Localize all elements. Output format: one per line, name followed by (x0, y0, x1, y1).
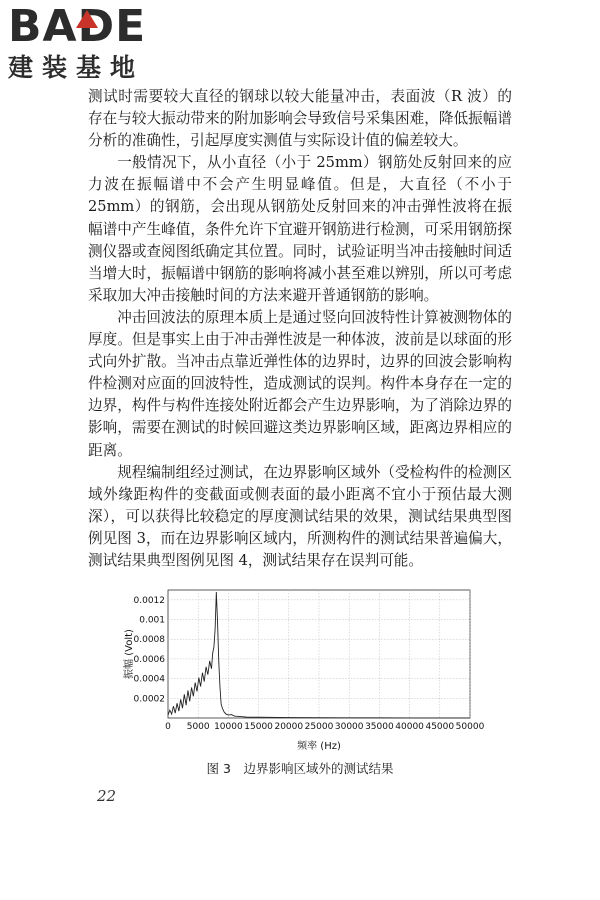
brand-logo (8, 1, 183, 86)
x-tick-label: 45000 (425, 722, 455, 732)
logo-chinese-text: 建装基地 (8, 53, 145, 82)
paragraph: 一般情况下，从小直径（小于 25mm）钢筋处反射回来的应力波在振幅谱中不会产生明显峰值。但是，大直径（不小于 25mm）的钢筋，会出现从钢筋处反射回来的冲击弹性波将在振幅谱中产生峰值，条件允许下宜避开钢筋进行检测，可采用钢筋探测仪器或查阅图纸确定其位置。同时，试验证明当冲击接触时间适当增大时，振幅谱中钢筋的影响将减小甚至难以辨别，所以可考虑采取加大冲击接触时间的方法来避开普通钢筋的影响。 (88, 154, 512, 304)
paragraph: 测试时需要较大直径的钢球以较大能量冲击，表面波（R 波）的存在与较大振动带来的附加影响会导致信号采集困难，降低振幅谱分析的准确性，引起厚度实测值与实际设计值的偏差较大。 (88, 88, 512, 150)
y-tick-label: 0.0006 (133, 654, 165, 665)
page-number: 22 (97, 787, 117, 805)
grid-lines (168, 590, 470, 718)
logo-brand-text: BADE (8, 1, 147, 52)
x-tick-label: 10000 (214, 722, 243, 732)
paragraph: 冲击回波法的原理本质上是通过竖向回波特性计算被测物体的厚度。但是事实上由于冲击弹性波是一种体波，波前是以球面的形式向外扩散。当冲击点靠近弹性体的边界时，边界的回波会影响构件检测对应面的回波特性，造成测试的误判。构件本身存在一定的边界，构件与构件连接处附近都会产生边界影响，为了消除边界的影响，需要在测试的时候回避这类边界影响区域，距离边界相应的距离。 (88, 308, 512, 459)
x-tick-label: 30000 (334, 722, 364, 732)
x-tick-label: 15000 (244, 722, 273, 732)
x-tick-label: 5000 (186, 722, 210, 732)
paragraph: 规程编制组经过测试，在边界影响区域外（受检构件的检测区域外缘距构件的变截面或侧表面的最小距离不宜小于预估最大测深），可以获得比较稳定的厚度测试结果的效果，测试结果典型图例见图 3，而在边界影响区域内，所测构件的测试结果普遍偏大，测试结果典型图例见图 4，测试结果存在误判可能。 (88, 463, 512, 569)
x-tick-label: 25000 (304, 722, 334, 732)
x-tick-label: 0 (165, 722, 171, 732)
figure-caption: 图 3 边界影响区域外的测试结果 (206, 761, 394, 776)
y-axis-label: 振幅 (Volt) (124, 629, 135, 679)
x-tick-label: 20000 (274, 722, 304, 732)
x-axis-ticks (165, 722, 484, 732)
x-axis-label: 频率 (Hz) (297, 741, 341, 752)
figure-3-chart (118, 586, 485, 756)
y-axis-ticks (134, 596, 166, 704)
body-text (88, 86, 512, 572)
x-tick-label: 50000 (455, 722, 485, 732)
amplitude-spectrum-chart (118, 586, 485, 756)
x-tick-label: 40000 (395, 722, 424, 732)
y-tick-label: 0.0008 (133, 635, 165, 646)
y-tick-label: 0.0002 (133, 694, 165, 705)
y-tick-label: 0.0004 (133, 674, 165, 685)
y-tick-label: 0.0012 (133, 595, 165, 606)
x-tick-label: 35000 (365, 722, 394, 732)
y-tick-label: 0.001 (139, 615, 165, 626)
logo-accent-triangle (76, 10, 98, 28)
